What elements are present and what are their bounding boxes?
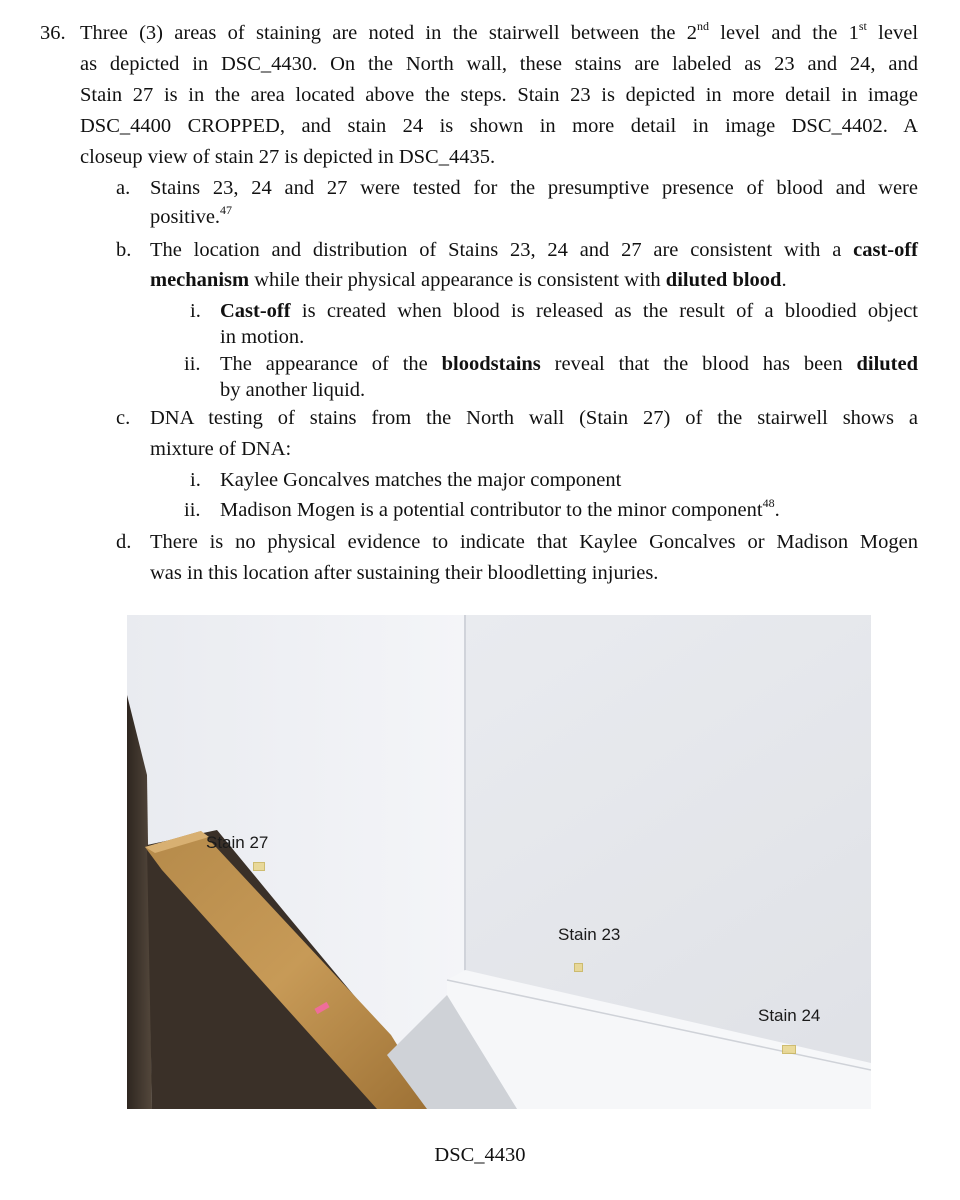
item-36-line-5: closeup view of stain 27 is depicted in DSC_4435. (80, 146, 496, 168)
item-c-ii-line: Madison Mogen is a potential contributor to the minor component$^{48}$. (220, 496, 780, 521)
item-d-marker: d. (116, 531, 132, 553)
item-d-line-2: was in this location after sustaining their bloodletting injuries. (150, 562, 659, 584)
item-b-line-2: mechanism while their physical appearance is consistent with diluted blood. (150, 269, 787, 291)
stain-23-marker (574, 963, 583, 972)
item-36-line-2: as depicted in DSC_4430. On the North wall, these stains are labeled as 23 and 24, and (80, 53, 918, 75)
item-b-ii-marker: ii. (184, 353, 201, 375)
item-b-i-line-1: Cast-off is created when blood is released as the result of a bloodied object (220, 300, 918, 322)
stain-24-marker (782, 1045, 796, 1054)
item-b-i-marker: i. (190, 300, 201, 322)
footnote-47: 47 (220, 203, 233, 218)
item-36-line-3: Stain 27 is in the area located above the steps. Stain 23 is depicted in more detail in image (80, 84, 918, 106)
stain-23-label: Stain 23 (558, 925, 621, 944)
stain-27-label: Stain 27 (206, 833, 269, 852)
item-a-line-2: positive.$^{47}$ (150, 203, 233, 228)
item-d-line-1: There is no physical evidence to indicate that Kaylee Goncalves or Madison Mogen (150, 531, 918, 553)
item-36-number: 36. (40, 22, 66, 44)
photo-caption: DSC_4430 (434, 1144, 526, 1166)
item-36-line-1: Three (3) areas of staining are noted in the stairwell between the 2nd level and the 1st level (80, 19, 919, 44)
item-b-i-line-2: in motion. (220, 326, 305, 348)
item-b-ii-line-2: by another liquid. (220, 379, 366, 401)
item-c-line-1: DNA testing of stains from the North wall (Stain 27) of the stairwell shows a (150, 407, 918, 429)
item-c-i-line: Kaylee Goncalves matches the major component (220, 469, 622, 491)
item-a-line-1: Stains 23, 24 and 27 were tested for the presumptive presence of blood and were (150, 177, 918, 199)
item-c-i-marker: i. (190, 469, 201, 491)
item-a-marker: a. (116, 177, 131, 199)
stain-27-marker (253, 862, 265, 871)
stairwell-photo (127, 615, 871, 1109)
item-c-marker: c. (116, 407, 131, 429)
footnote-48: 48 (762, 496, 775, 511)
item-b-line-1: The location and distribution of Stains 23, 24 and 27 are consistent with a cast-off (150, 239, 918, 261)
item-36-line-4: DSC_4400 CROPPED, and stain 24 is shown in more detail in image DSC_4402. A (80, 115, 918, 137)
item-b-marker: b. (116, 239, 132, 261)
item-c-line-2: mixture of DNA: (150, 438, 292, 460)
item-b-ii-line-1: The appearance of the bloodstains reveal that the blood has been diluted (220, 353, 918, 375)
item-c-ii-marker: ii. (184, 499, 201, 521)
stain-24-label: Stain 24 (758, 1006, 821, 1025)
stairwell-illustration (127, 615, 871, 1109)
